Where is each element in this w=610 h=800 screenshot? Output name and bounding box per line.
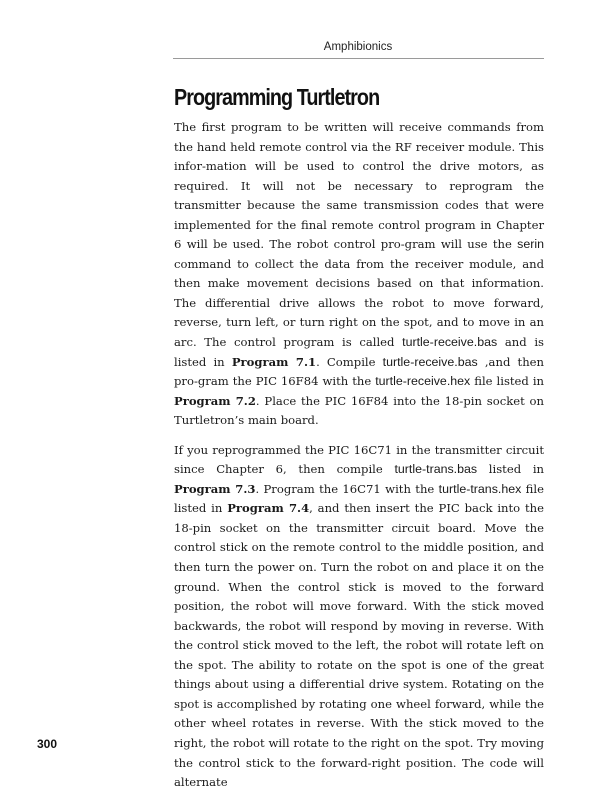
code-filename: turtle-trans.hex bbox=[438, 481, 522, 496]
text-run: If you reprogrammed the PIC 16C71 in the transmitter circuit since Chapter 6, then compile bbox=[174, 442, 544, 477]
code-filename: turtle-trans.bas bbox=[394, 462, 478, 477]
text-run: command to collect the data from the receiver module, and then make movement decisions based on that information. The differential drive allows the robot to move forward, reverse, turn left, or turn right on the spot, and to move in an arc. The control program is called bbox=[174, 256, 544, 350]
text-run: file listed in bbox=[174, 481, 544, 516]
program-reference: Program 7.1 bbox=[231, 354, 317, 369]
text-run: . Place the PIC 16F84 into the 18-pin socket on Turtletron’s main board. bbox=[174, 393, 545, 428]
code-filename: turtle-receive.hex bbox=[375, 374, 471, 389]
section-title: Programming Turtletron bbox=[174, 84, 380, 110]
text-run: . Program the 16C71 with the bbox=[255, 481, 439, 496]
code-term-serin: serin bbox=[517, 237, 544, 252]
program-reference: Program 7.4 bbox=[227, 501, 310, 516]
header-rule bbox=[173, 58, 544, 59]
program-reference: Program 7.3 bbox=[174, 481, 256, 496]
program-reference: Program 7.2 bbox=[174, 393, 256, 408]
text-run: and is listed in bbox=[174, 335, 544, 369]
code-filename: turtle-receive.bas bbox=[382, 354, 478, 369]
text-run: listed in bbox=[477, 462, 544, 477]
text-run: , and then insert the PIC back into the 18-pin socket on the transmitter circuit board. Move the control stick on the remote control to the middle position, and then turn the power on. Turn the robot on and place it on the ground. When the control stick is moved to the forward position, the robot will move forward. With the stick moved backwards, the robot will respond by moving in reverse. With the control stick moved to the left, the robot will rotate left on the spot. The ability to rotate on the spot is one of the great things about using a differential drive system. Rotating on the spot is accomplished by rotating one wheel forward, while the other wheel rotates in reverse. With the stick moved to the right, the robot will rotate to the right on the spot. Try moving the control stick to the forward-right position. The code will alternate bbox=[174, 501, 544, 790]
text-run: . Compile bbox=[316, 354, 383, 369]
body-text bbox=[174, 118, 544, 793]
running-head: Amphibionics bbox=[323, 41, 393, 53]
paragraph-1 bbox=[174, 118, 544, 431]
text-run: The first program to be written will receive commands from the hand held remote control via the RF receiver module. This infor-mation will be used to control the drive motors, as required. It will not be necessary to reprogram the transmitter because the same transmission codes that were implemented for the final remote control program in Chapter 6 will be used. The robot control pro-gram will use the bbox=[174, 120, 544, 252]
code-filename: turtle-receive.bas bbox=[402, 335, 498, 350]
paragraph-2 bbox=[174, 441, 544, 793]
page-number: 300 bbox=[37, 737, 58, 751]
text-run: file listed in bbox=[470, 374, 544, 389]
text-run: ,and then pro-gram the PIC 16F84 with the bbox=[174, 354, 544, 389]
